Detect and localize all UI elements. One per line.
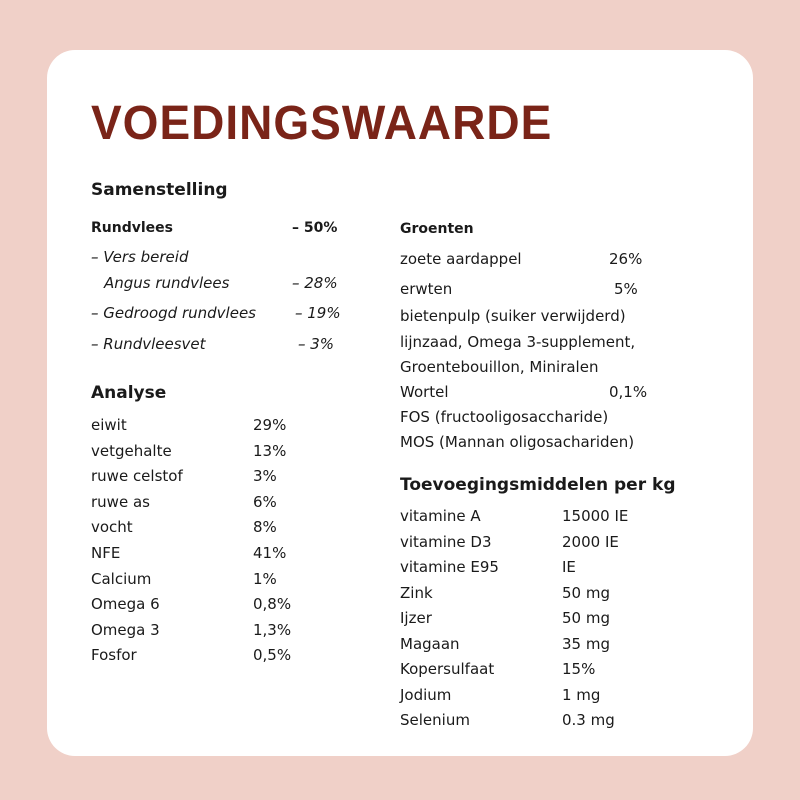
row-label: erwten <box>400 280 453 298</box>
row-label: vetgehalte <box>91 441 172 460</box>
row-label: vitamine A <box>400 507 481 525</box>
row-value: 3% <box>253 467 277 486</box>
row-value: 0,1% <box>609 383 648 401</box>
row-label: Selenium <box>400 711 470 729</box>
row-label: ruwe celstof <box>91 467 183 486</box>
samenstelling-sub-label: – Rundvleesvet <box>91 335 206 353</box>
toevoegingsmiddelen-heading: Toevoegingsmiddelen per kg <box>400 475 676 495</box>
row-label: vitamine E95 <box>400 558 499 576</box>
row-label: Magaan <box>400 634 460 653</box>
row-label: lijnzaad, Omega 3-supplement, <box>400 333 636 351</box>
samenstelling-sub-label: – Gedroogd rundvlees <box>91 304 256 322</box>
samenstelling-sub-label: Angus rundvlees <box>104 274 230 292</box>
row-label: Omega 6 <box>91 595 160 614</box>
row-value: 50 mg <box>562 583 610 602</box>
row-label: Fosfor <box>91 646 137 665</box>
row-value: 13% <box>253 441 287 460</box>
row-value: 15000 IE <box>562 507 629 525</box>
row-label: ruwe as <box>91 492 150 511</box>
row-value: 15% <box>562 660 596 678</box>
samenstelling-main-label: Rundvlees <box>91 220 173 236</box>
row-value: 1 mg <box>562 685 601 704</box>
row-value: 35 mg <box>562 634 610 653</box>
samenstelling-sub-label: – Vers bereid <box>91 248 189 266</box>
row-label: NFE <box>91 544 121 562</box>
nutrition-card <box>47 50 753 756</box>
samenstelling-sub-value: – 28% <box>292 274 338 292</box>
row-label: Kopersulfaat <box>400 660 495 678</box>
row-label: vitamine D3 <box>400 532 492 551</box>
samenstelling-main-value: – 50% <box>292 220 338 236</box>
row-value: 2000 IE <box>562 532 619 551</box>
row-label: Wortel <box>400 383 449 401</box>
row-value: 8% <box>253 518 277 537</box>
row-label: Zink <box>400 583 433 602</box>
row-label: eiwit <box>91 416 127 434</box>
samenstelling-heading: Samenstelling <box>91 180 228 200</box>
row-value: 0,8% <box>253 595 292 614</box>
row-value: 5% <box>614 280 638 298</box>
row-value: IE <box>562 558 576 576</box>
row-label: zoete aardappel <box>400 250 522 268</box>
row-value: 26% <box>609 250 643 268</box>
samenstelling-sub-value: – 19% <box>295 304 341 322</box>
row-label: FOS (fructooligosaccharide) <box>400 408 609 426</box>
row-value: 6% <box>253 492 277 511</box>
row-label: Calcium <box>91 569 152 588</box>
row-value: 0.3 mg <box>562 711 615 729</box>
row-label: Groentebouillon, Miniralen <box>400 358 599 376</box>
page-title: VOEDINGSWAARDE <box>91 95 553 150</box>
analyse-heading: Analyse <box>91 383 167 403</box>
row-label: Ijzer <box>400 609 432 627</box>
row-label: MOS (Mannan oligosachariden) <box>400 433 635 451</box>
samenstelling-sub-value: – 3% <box>298 335 335 353</box>
row-label: Jodium <box>400 685 452 704</box>
groenten-heading: Groenten <box>400 221 474 237</box>
row-value: 1,3% <box>253 620 292 639</box>
row-value: 0,5% <box>253 646 292 665</box>
row-label: bietenpulp (suiker verwijderd) <box>400 307 626 325</box>
row-value: 1% <box>253 569 277 588</box>
row-label: Omega 3 <box>91 620 160 639</box>
row-value: 50 mg <box>562 609 610 627</box>
row-value: 29% <box>253 416 287 434</box>
row-value: 41% <box>253 544 287 562</box>
row-label: vocht <box>91 518 133 537</box>
